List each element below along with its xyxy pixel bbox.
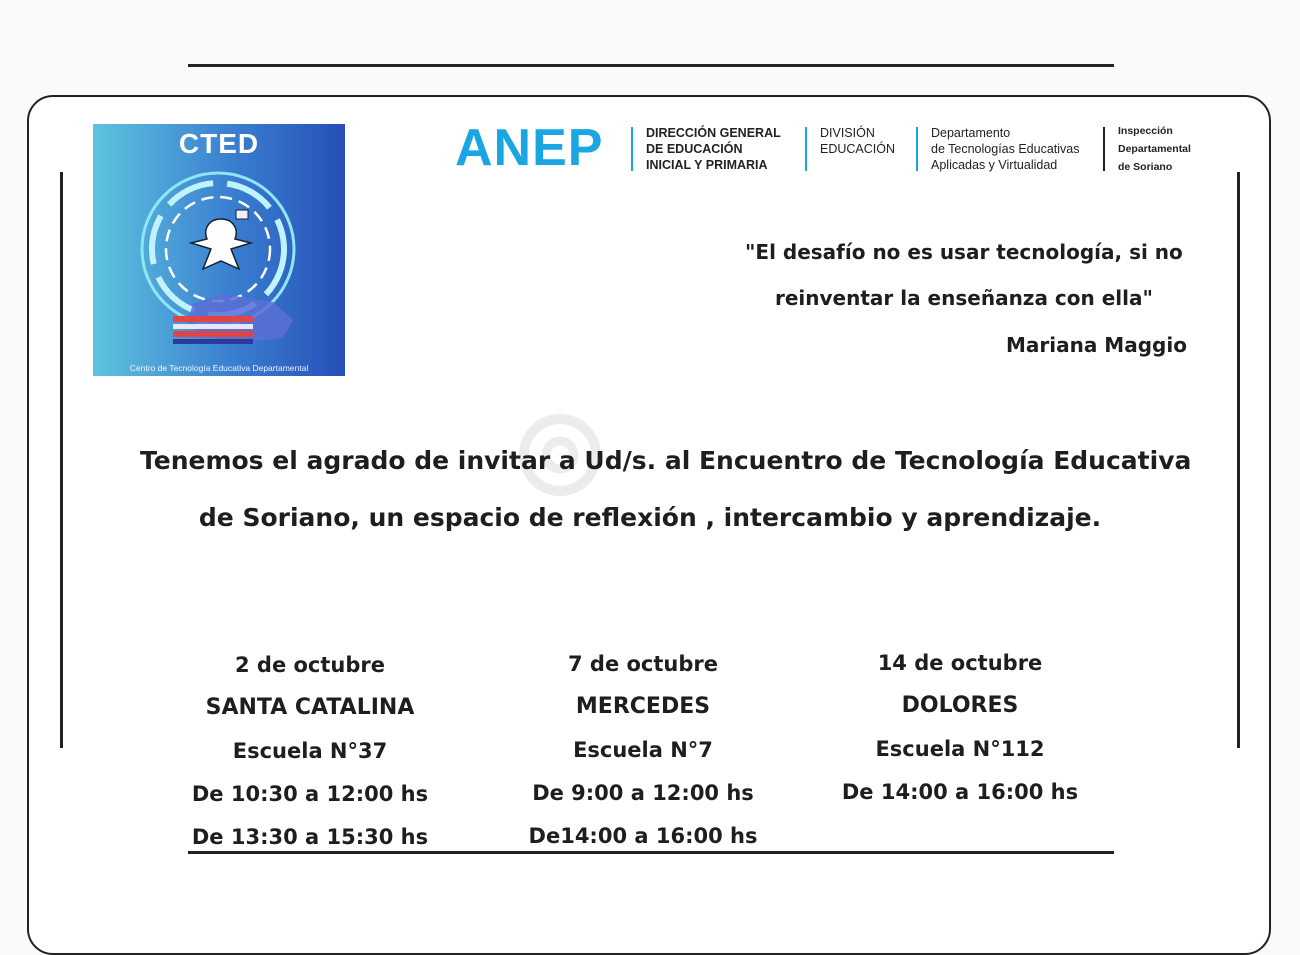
event-city: SANTA CATALINA	[205, 695, 415, 720]
quote-author: Mariana Maggio	[1006, 333, 1187, 357]
inspection-label: Inspección Departamental de Soriano	[1118, 125, 1191, 173]
schedule-column	[150, 650, 470, 865]
event-school: Escuela N°37	[232, 739, 388, 763]
invitation-line-1: Tenemos el agrado de invitar a Ud/s. al Encuentro de Tecnología Educativa	[140, 446, 1192, 475]
header-separator	[631, 127, 633, 171]
event-date: 2 de octubre	[234, 653, 385, 677]
event-time: De 9:00 a 12:00 hs	[532, 781, 754, 805]
event-time: De 14:00 a 16:00 hs	[841, 780, 1079, 804]
header-separator	[916, 127, 918, 171]
event-time: De 13:30 a 15:30 hs	[191, 825, 429, 849]
event-date: 14 de octubre	[877, 651, 1043, 675]
event-time: De 10:30 a 12:00 hs	[191, 782, 429, 806]
department-label: Departamento de Tecnologías Educativas Aplicadas y Virtualidad	[931, 126, 1080, 172]
header-separator	[805, 127, 807, 171]
schedule-column	[800, 648, 1120, 820]
anep-logo: ANEP	[455, 119, 604, 177]
cted-caption: Centro de Tecnología Educativa Departamental	[129, 363, 309, 373]
event-date: 7 de octubre	[567, 652, 718, 676]
right-border-bar	[1237, 172, 1240, 748]
division-label: DIVISIÓN EDUCACIÓN	[820, 126, 896, 156]
event-city: DOLORES	[901, 693, 1019, 718]
header-separator	[1103, 127, 1105, 171]
schedule-column	[483, 649, 803, 864]
cted-emblem-icon	[93, 124, 345, 376]
quote-line-2: reinventar la enseñanza con ella"	[775, 286, 1153, 310]
quote-line-1: "El desafío no es usar tecnología, si no	[745, 240, 1183, 264]
event-school: Escuela N°7	[573, 738, 713, 762]
dgeip-label: DIRECCIÓN GENERAL DE EDUCACIÓN INICIAL Y PRIMARIA	[646, 126, 781, 172]
event-school: Escuela N°112	[875, 737, 1045, 761]
bottom-divider	[188, 851, 1114, 854]
event-city: MERCEDES	[575, 694, 711, 719]
invitation-line-2: de Soriano, un espacio de reflexión , intercambio y aprendizaje.	[198, 503, 1102, 532]
cted-title: CTED	[178, 128, 260, 159]
event-time: De14:00 a 16:00 hs	[528, 824, 758, 848]
top-divider	[188, 64, 1114, 67]
cted-logo	[93, 124, 345, 376]
left-border-bar	[60, 172, 63, 748]
